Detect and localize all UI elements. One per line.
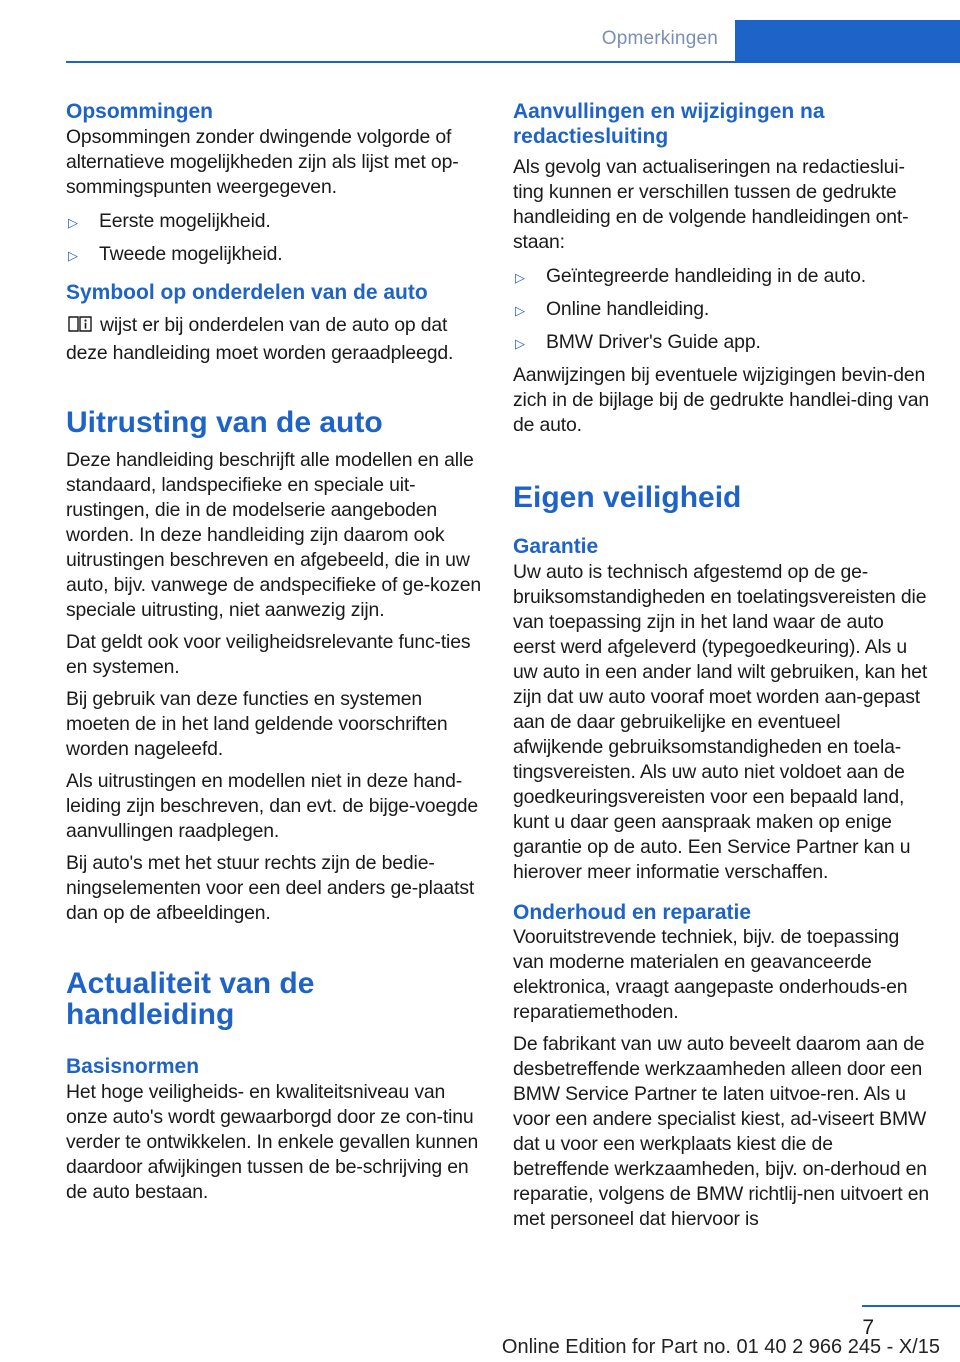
heading-basisnormen: Basisnormen bbox=[66, 1055, 200, 1078]
paragraph: Opsommingen zonder dwingende volgorde of alternatieve mogelijkheden zijn als lijst met op-sommingspunten weergegeven. bbox=[66, 125, 459, 198]
chapter-title: Opmerkingen bbox=[601, 28, 718, 49]
left-column bbox=[66, 100, 481, 1212]
list-item: ▷ Online handleiding. bbox=[513, 297, 930, 322]
paragraph: Vooruitstrevende techniek, bijv. de toepassing van moderne materialen en geavanceerde elektronica, vraagt aangepaste onderhouds-en reparatiemethoden. bbox=[513, 926, 908, 1023]
paragraph: Bij auto's met het stuur rechts zijn de bedie-ningselementen voor een deel anders ge-plaatst dan op de afbeeldingen. bbox=[66, 852, 475, 924]
edition-line: Online Edition for Part no. 01 40 2 966 245 - X/15 bbox=[501, 1336, 940, 1358]
bullet-list bbox=[66, 209, 481, 267]
heading-garantie: Garantie bbox=[513, 535, 599, 558]
bullet-triangle-icon: ▷ bbox=[515, 303, 525, 318]
heading-aanvullingen: Aanvullingen en wijzigingen na redactiesluiting bbox=[513, 100, 825, 148]
bullet-triangle-icon: ▷ bbox=[515, 270, 525, 285]
paragraph: Dat geldt ook voor veiligheidsrelevante func-ties en systemen. bbox=[66, 631, 471, 678]
paragraph: De fabrikant van uw auto beveelt daarom aan de desbetreffende werkzaamheden alleen door een BMW Service Partner te laten uitvoe-ren. Als u voor een andere specialist kiest, ad-viseert BMW dat u voor een werkplaats kiest die de betreffende werkzaamheden, bijv. on-derhoud en reparatie, volgens de BMW richtlij-nen uitvoert en met personeel dat hiervoor is bbox=[513, 1033, 930, 1230]
header-accent-block bbox=[735, 20, 960, 63]
bullet-triangle-icon: ▷ bbox=[68, 214, 78, 230]
bullet-triangle-icon: ▷ bbox=[515, 336, 525, 351]
paragraph: Het hoge veiligheids- en kwaliteitsniveau van onze auto's wordt gewaarborgd door ze con-tinu verder te ontwikkelen. In enkele gevallen kunnen daardoor afwijkingen tussen de be-schrijving en de auto bestaan. bbox=[66, 1080, 479, 1203]
list-item: ▷ Eerste mogelijkheid. bbox=[66, 209, 481, 234]
heading-onderhoud: Onderhoud en reparatie bbox=[513, 900, 752, 924]
paragraph: Als gevolg van actualiseringen na redactieslui-ting kunnen er verschillen tussen de gedrukte handleiding en de volgende handleidingen ont-staan: bbox=[513, 156, 909, 253]
page-number: 7 bbox=[862, 1316, 874, 1339]
right-column bbox=[513, 100, 930, 1239]
bullet-list bbox=[513, 264, 930, 355]
bullet-triangle-icon: ▷ bbox=[68, 247, 78, 263]
paragraph-symbool: wijst er bij onderdelen van de auto op dat deze handleiding moet worden geraadpleegd. bbox=[66, 314, 454, 364]
paragraph: Uw auto is technisch afgestemd op de ge-bruiksomstandigheden en toelatingsvereisten die van toepassing zijn in het land waar de auto eerst werd afgeleverd (typegoedkeuring). Als u uw auto in een ander land wilt gebruiken, kan het zijn dat uw auto vooraf moet worden aan-gepast aan de daar gebruikelijke en eventueel afwijkende gebruiksomstandigheden en toela-tingsvereisten. Als uw auto niet voldoet aan de goedkeuringsvereisten voor een bepaald land, kunt u daar geen aanspraak maken op enige garantie op de auto. Een Service Partner kan u hierover meer informatie verschaffen. bbox=[513, 560, 928, 883]
heading-symbool: Symbool op onderdelen van de auto bbox=[66, 280, 428, 304]
heading-actualiteit: Actualiteit van de handleiding bbox=[66, 967, 315, 1031]
footer-rule bbox=[862, 1305, 960, 1307]
list-item: ▷ BMW Driver's Guide app. bbox=[513, 330, 930, 355]
heading-uitrusting: Uitrusting van de auto bbox=[66, 406, 383, 439]
heading-opsommingen: Opsommingen bbox=[66, 100, 214, 123]
paragraph: Als uitrustingen en modellen niet in deze hand-leiding zijn beschreven, dan evt. de bijge-voegde aanvullingen raadplegen. bbox=[66, 770, 478, 842]
paragraph: Aanwijzingen bij eventuele wijzigingen bevin-den zich in de bijlage bij de gedrukte handlei-ding van de auto. bbox=[513, 364, 929, 436]
heading-eigen-veiligheid: Eigen veiligheid bbox=[513, 481, 742, 514]
book-icon bbox=[66, 314, 94, 341]
paragraph: Bij gebruik van deze functies en systemen moeten de in het land geldende voorschriften worden nageleefd. bbox=[66, 688, 448, 760]
list-item: ▷ Geïntegreerde handleiding in de auto. bbox=[513, 264, 930, 289]
paragraph: Deze handleiding beschrijft alle modellen en alle standaard, landspecifieke en speciale uit-rustingen, die in de modelserie aangeboden worden. In deze handleiding zijn daarom ook uitrustingen beschreven en afgebeeld, die in uw auto, bijv. vanwege de andspecifieke of ge-kozen speciale uitrusting, niet aanwezig zijn. bbox=[66, 449, 482, 621]
list-item: ▷ Tweede mogelijkheid. bbox=[66, 242, 481, 267]
